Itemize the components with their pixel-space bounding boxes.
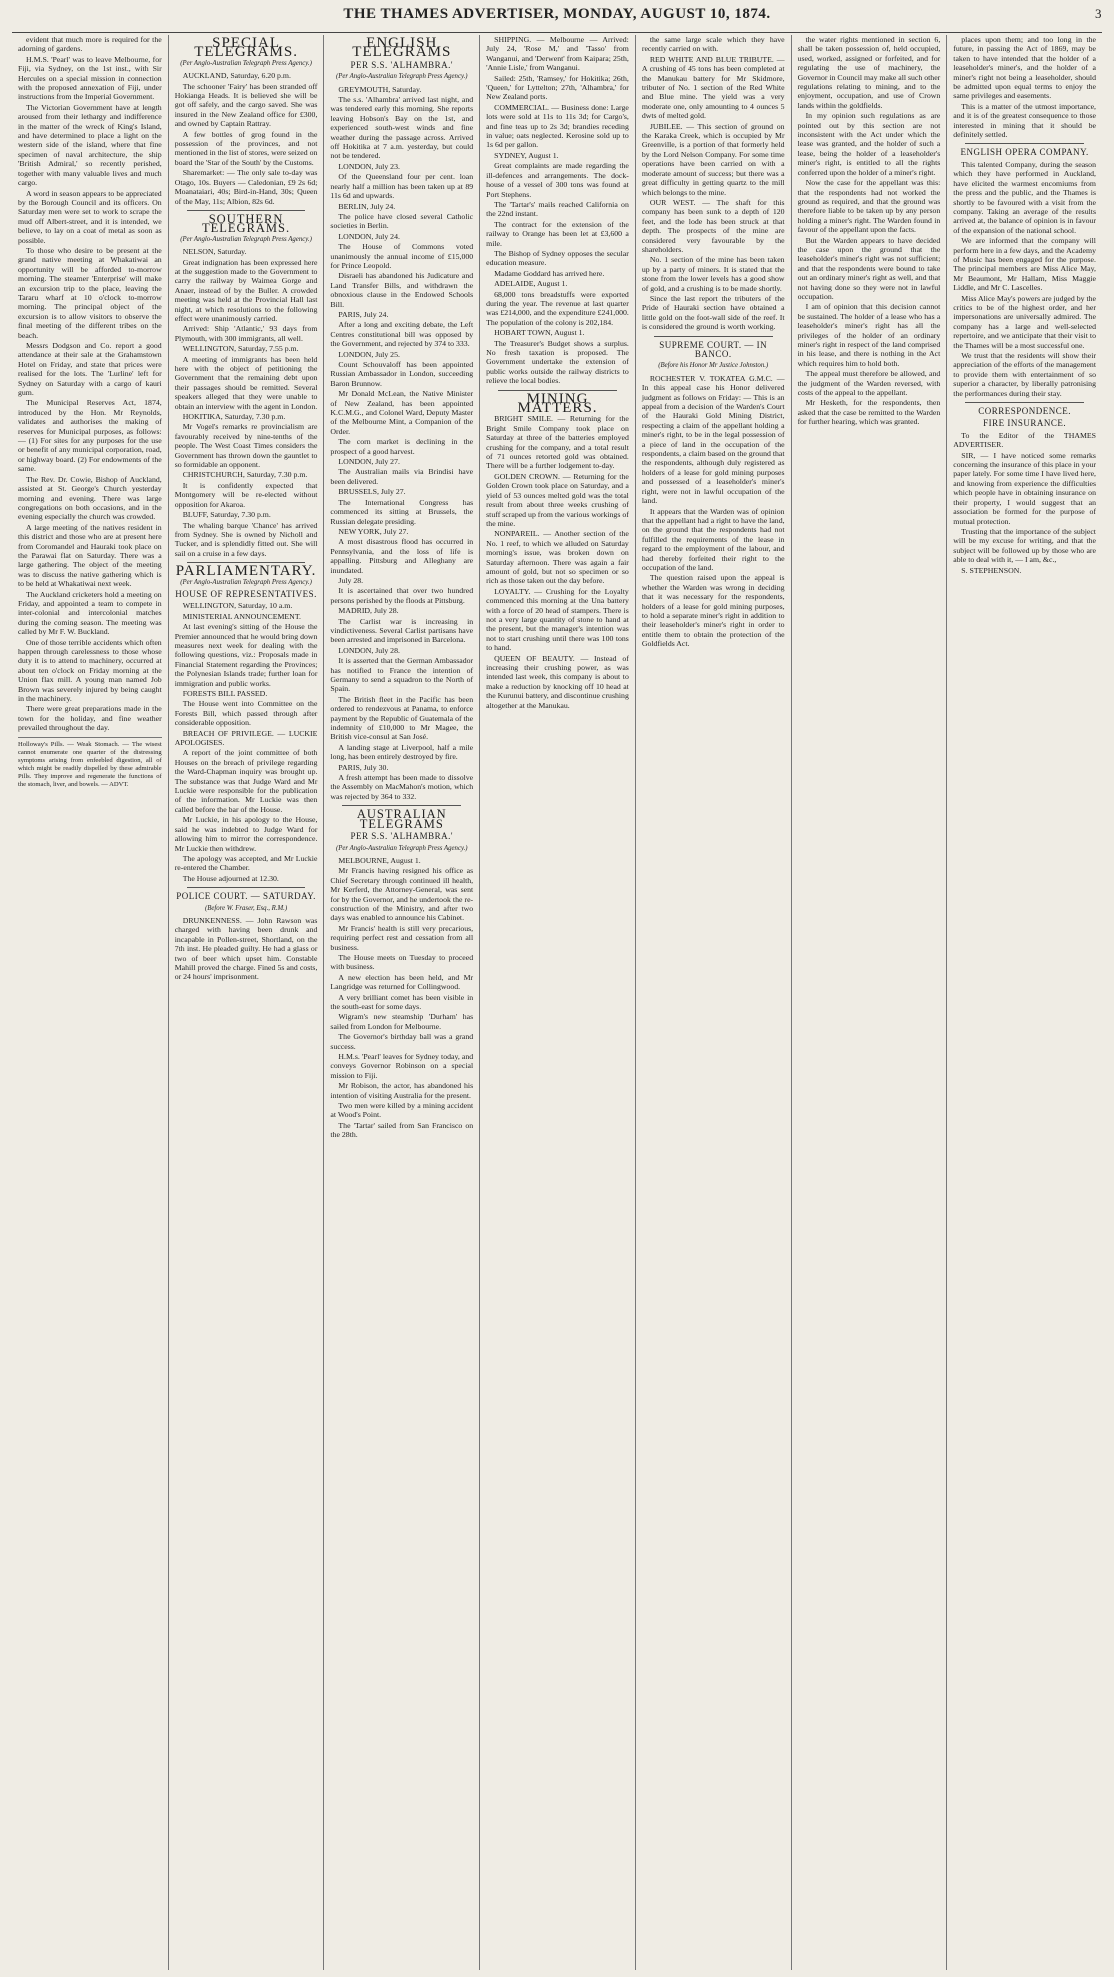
paragraph: Great complaints are made regarding the ill-defences and arrangements. The dock-house of a vessel of 300 tons was found at Port Stephens. [486,161,629,199]
paragraph: Since the last report the tributers of the Pride of Hauraki section have obtained a little gold on the foot-wall side of the reef. It is considered the ground is worth working. [641,293,785,332]
parliamentary-source: (Per Anglo-Australian Telegraph Press Agency.) [180,578,312,586]
paragraph: The s.s. 'Alhambra' arrived last night, and was tendered early this morning. She reports leaving Hobson's Bay on the 1st, and experienced south-west winds and fine weather during the passage across. Arrived off Hokitika at 7 a.m. yesterday, but could not be tendered. [330,95,474,161]
paragraph: The Municipal Reserves Act, 1874, introduced by the Hon. Mr Reynolds, validates and authorises the making of reserves for Municipal purposes, as follows: — (1) For sites for any purposes for the use or benefit of any municipal corporation, road, or highway board. (2) For endowments of the same. [18,398,162,474]
paragraph: There were great preparations made in the town for the holiday, and fine weather prevailed throughout the day. [18,704,162,733]
paragraph: SYDNEY, August 1. [494,150,559,160]
paragraph: The apology was accepted, and Mr Luckie re-entered the Chamber. [174,853,318,873]
paragraph: At last evening's sitting of the House the Premier announced that he would bring down measures next week for dealing with the following questions, viz.: Proposals made in Financial Statement regarding the Provinces; the Polynesian Islands trade; further loan for immigration and public works. [174,622,318,688]
paragraph: HOBART TOWN, August 1. [494,328,585,338]
paragraph: The corn market is declining in the prospect of a good harvest. [330,437,474,456]
paragraph: In my opinion such regulations as are pointed out by this section are not inconsistent with the Act under which the lease was granted, and the holder of such a lease, being the holder of a leaseholder's miner's right, is entitled to all the rights conferred upon the holder of a miner's right. [797,111,941,177]
paragraph: A fresh attempt has been made to dissolve the Assembly on MacMahon's motion, which was rejected by 364 to 332. [330,773,474,801]
paragraph: LONDON, July 23. [338,161,400,171]
paragraph: MADRID, July 28. [338,606,399,616]
paragraph: COMMERCIAL. — Business done: Large lots were sold at 11s to 11s 3d; for Cargo's, and fine teas up to 2s 3d; brandies receding in value; oats neglected. Kerosine sold up to 1s 6d per gallon. [486,102,629,150]
column-4 [479,35,635,1970]
supreme-court-bench: (Before his Honor Mr Justice Johnston.) [658,362,769,370]
paragraph: RED WHITE AND BLUE TRIBUTE. — A crushing of 45 tons has been completed at the Manukau battery for Mr Skidmore, tributer of No. 1 section of the Red White and Blue mine. The yield was a very moderate one, only amounting to 4 ounces 5 dwts of melted gold. [641,54,785,121]
paragraph: Miss Alice May's powers are judged by the critics to be of the highest order, and her impersonations are universally admired. The company has a large and well-selected repertoire, and we anticipate that their visit to the Thames will be a most successful one. [953,293,1096,350]
paragraph: JUBILEE. — This section of ground on the Karaka Creek, which is occupied by Mr Greenville, is a portion of that formerly held by the Lord Nelson Company. For some time operations have been carried on with a moderate amount of success; but there was a great difficulty in getting quartz to the mill which belongs to the mine. [641,121,785,197]
paragraph: AUCKLAND, Saturday, 6.20 p.m. [182,71,291,81]
paragraph: Mr Luckie, in his apology to the House, said he was indebted to Judge Ward for allowing him to mirror the correspondence. Mr Luckie then withdrew. [174,815,318,853]
fire-insurance-heading: FIRE INSURANCE. [983,418,1067,429]
paragraph: Now the case for the appellant was this: that the respondents had not worked the ground as required, and that the ground was therefore liable to be taken up by any person holding a miner's right. The Warden found in favour of the appellant upon the facts. [797,178,941,235]
paragraph: WELLINGTON, Saturday, 10 a.m. [182,601,293,611]
paragraph: BERLIN, July 24. [338,201,396,211]
opera-company-heading: ENGLISH OPERA COMPANY. [960,147,1089,158]
paragraph: It is asserted that the German Ambassador has notified to France the intention of Germany to send a squadron to the North of Spain. [330,656,474,694]
southern-telegrams-heading: SOUTHERN TELEGRAMS. [202,211,291,236]
divider [654,336,773,337]
paragraph: July 28. [338,575,364,585]
paragraph: Mr Francis' health is still very precarious, requiring perfect rest and cessation from all business. [330,923,474,952]
paragraph: To those who desire to be present at the grand native meeting at Whakatiwai an opportunity will be afforded to-morrow morning. The steamer 'Enterprise' will make an excursion trip to the place, leaving the Tararu wharf at 10 o'clock to-morrow morning. The principal object of the excursion is to allow visitors to observe the final meeting of the different tribes on the beach. [18,245,162,340]
column-3 [323,35,479,1970]
paragraph: Disraeli has abandoned his Judicature and Land Transfer Bills, and withdrawn the obnoxious clause in the Endowed Schools Bill. [330,271,474,309]
paragraph: A meeting of immigrants has been held here with the object of petitioning the Government that the remaining debt upon their passages should be remitted. Several speakers alleged that they were unable to obtain an interview with the agent in London. [174,354,318,411]
english-telegrams-heading: ENGLISH TELEGRAMS [352,35,452,61]
paragraph: Mr Vogel's remarks re provincialism are favourably received by nine-tenths of the people. The West Coast Times considers the Government has thrown down the gauntlet to so formidable an opponent. [174,422,318,470]
col7-lead-body [953,35,1096,139]
paragraph: It is ascertained that over two hundred persons perished by the floods at Pittsburg. [330,586,474,605]
paragraph: The Carlist war is increasing in vindictiveness. Several Carlist partisans have been arrested and imprisoned in Barcelona. [330,616,474,645]
correspondence-heading: CORRESPONDENCE. [978,406,1072,417]
supreme-court-body [642,374,785,649]
paragraph: A new election has been held, and Mr Langridge was returned for Collingwood. [330,972,474,992]
paragraph: Mr Hesketh, for the respondents, then asked that the case be remitted to the Warden for further hearing, which was granted. [797,398,941,427]
special-telegrams-heading: SPECIAL TELEGRAMS. [194,35,298,61]
column-1 [12,35,168,1970]
column-5 [635,35,791,1970]
paragraph: The police have closed several Catholic societies in Berlin. [330,211,474,231]
paragraph: LONDON, July 27. [338,457,400,467]
paragraph: The Governor's birthday ball was a grand success. [330,1032,474,1051]
paragraph: Count Schouvaloff has been appointed Russian Ambassador in London, succeeding Baron Brunnow. [330,360,474,388]
paragraph: H.M.S. 'Pearl' was to leave Melbourne, for Fiji, via Sydney, on the 1st inst., with Sir Hercules on a special mission in connection with the proposed annexation of Fiji, under instructions from the Imperial Government. [18,54,162,102]
paragraph: I am of opinion that this decision cannot be sustained. The holder of a lease who has a leaseholder's miner's right has all the privileges of the holder of an ordinary miner's right in respect of the land comprised in his lease, and there is nothing in the Act which requires him to hold both. [797,302,941,368]
paragraph: A large meeting of the natives resident in this district and those who are at present here from Coromandel and Hauraki took place on the Parawai flat on Saturday. There was a large gathering. The object of the meeting was to discuss the native gathering which is to be held at Whakatiwai next week. [18,522,162,589]
paragraph: BLUFF, Saturday, 7.30 p.m. [182,510,271,520]
paragraph: The Auckland cricketers hold a meeting on Friday, and appointed a team to compete in inter-colonial and intercolonial matches during the coming season. The meeting was called by Mr F. W. Buckland. [18,589,162,637]
paragraph: Of the Queensland four per cent. loan nearly half a million has been taken up at 89 11s 6d and upwards. [330,172,474,201]
paragraph: A very brilliant comet has been visible in the south-east for some days. [330,992,474,1011]
paragraph: The Treasurer's Budget shows a surplus. No fresh taxation is proposed. The Government undertake the extension of public works outside the railway districts to relieve the local bodies. [486,338,629,386]
paragraph: MELBOURNE, August 1. [338,855,421,865]
paragraph: A report of the joint committee of both Houses on the breach of privilege regarding the Ward-Chapman inquiry was brought up. The substance was that Judge Ward and Mr Luckie were responsible for the publication of the information. Mr Luckie was then called before the bar of the House. [174,748,318,814]
paragraph: This is a matter of the utmost importance, and it is of the greatest consequence to those interested in mining that it should be definitely settled. [953,101,1096,140]
column-2 [168,35,324,1970]
paragraph: The 'Tartar' sailed from San Francisco on the 28th. [330,1120,474,1140]
paragraph: A most disastrous flood has occurred in Pennsylvania, and the loss of life is appalling. Pittsburg and Alleghany are inundated. [330,537,474,575]
paragraph: ROCHESTER V. TOKATEA G.M.C. — In this appeal case his Honor delivered judgment as follows on Friday: — This is an appeal from a decision of the Warden's Court of the Hauraki Gold Mining District, respecting a claim of the appellant holding a miner's right, to be in the legal possession of a piece of land in the occupation of the respondents, a claim based on the ground that the respondents, although duly registered as holders of a lease for gold mining purposes and possessed of a leaseholder's miner's right, were not in lawful occupation of the land. [641,373,785,506]
police-court-bench: (Before W. Fraser, Esq., R.M.) [204,904,288,912]
page-number: 3 [1094,6,1102,21]
paragraph: To the Editor of the THAMES ADVERTISER. [953,430,1096,450]
paragraph: LOYALTY. — Crushing for the Loyalty commenced this morning at the Una battery with a force of 20 head of stampers. There is not a very large quantity of stone to hand at the present, but the manager's intention was not to start crushing until there was 100 tons to hand. [486,586,629,653]
paragraph: Two men were killed by a mining accident at Wood's Point. [330,1101,474,1120]
paragraph: The Bishop of Sydney opposes the secular education measure. [486,248,629,268]
paragraph: Great indignation has been expressed here at the suggestion made to the Government to carry the railway by Waimea Gorge and Anaer, instead of by the Buller. A crowded meeting was held at the Provincial Hall last night, at which resolutions to the following effect were unanimously carried. [174,257,318,323]
paragraph: The Australian mails via Brindisi have been delivered. [330,467,474,486]
divider [965,143,1084,144]
paragraph: the water rights mentioned in section 6, shall be taken possession of, held occupied, used, worked, assigned or forfeited, and for regulating the use of machinery, the Governor in Council may make all such other regulations relating to mining, and to the enjoyment, occupation, and use of Crown lands within the goldfields. [797,35,941,110]
paragraph: LONDON, July 25. [338,349,400,359]
special-telegrams-source: (Per Anglo-Australian Telegraph Press Agency.) [180,59,312,67]
paragraph: The appeal must therefore be allowed, and the judgment of the Warden reversed, with costs of the appeal to the appellant. [797,369,941,398]
australian-telegrams-source: (Per Anglo-Australian Telegraph Press Agency.) [335,844,468,852]
paragraph: Mr Donald McLean, the Native Minister of New Zealand, has been appointed K.C.M.G., and Colonel Ward, Deputy Master of the Melbourne Mint, a Companion of the Order. [330,389,474,436]
paragraph: ADELAIDE, August 1. [494,279,568,289]
paragraph: The International Congress has commenced its sitting at Brussels, the Russian delegate presiding. [330,497,474,526]
paragraph: The Rev. Dr. Cowie, Bishop of Auckland, assisted at St. George's Church yesterday morning and evening. There was large congregations on both occasions, and in the evening especially the church was crowded. [18,474,162,522]
paragraph: The whaling barque 'Chance' has arrived from Sydney. She is owned by Nicholl and Tucker, and is splendidly fitted out. She will sail on a cruise in a few days. [174,520,318,558]
paragraph: GOLDEN CROWN. — Returning for the Golden Crown took place on Saturday, and a yield of 53 ounces melted gold was the total result from about three weeks crushing of stuff scraped up from the various workings of the mine. [486,471,629,528]
paragraph: LONDON, July 28. [338,645,400,655]
opera-company-body [953,160,1096,398]
house-heading: HOUSE OF REPRESENTATIVES. [175,588,317,599]
paragraph: The schooner 'Fairy' has been stranded off Hokianga Heads. It is believed she will be got off safely, and the cargo saved. She was insured in the New Zealand office for £300, and owned by Captain Rattray. [174,81,318,129]
paragraph: GREYMOUTH, Saturday. [338,84,422,94]
english-telegrams-via: PER S.S. 'ALHAMBRA.' [350,59,454,70]
paragraph: We trust that the residents will show their appreciation of the efforts of the management to provide them with entertainment of so superior a character, by liberally patronising the performances during their stay. [953,351,1096,398]
paragraph: MINISTERIAL ANNOUNCEMENT. [182,611,301,621]
divider [187,210,306,211]
paragraph: The House adjourned at 12.30. [182,873,279,883]
paragraph: It appears that the Warden was of opinion that the appellant had a right to have the land, on the ground that the respondents had not fulfilled the requirements of the lease in regard to the employment of the labour, and had thereby forfeited their right to the occupation of the land. [641,506,785,572]
paragraph: Arrived: Ship 'Atlantic,' 93 days from Plymouth, with 300 immigrants, all well. [174,324,318,343]
paragraph: A landing stage at Liverpool, half a mile long, has been entirely destroyed by fire. [330,742,474,762]
paragraph: evident that much more is required for the adorning of gardens. [18,35,162,54]
column-7 [946,35,1102,1970]
paragraph: No. 1 section of the mine has been taken up by a party of miners. It is stated that the stone from the lower levels has a good show of gold, and a crushing is to be made shortly. [641,255,785,293]
australian-telegrams-heading: AUSTRALIAN TELEGRAMS [356,807,447,831]
supreme-court-heading: SUPREME COURT. — IN BANCO. [659,339,768,359]
masthead [12,6,1102,33]
paragraph: QUEEN OF BEAUTY. — Instead of increasing their crushing power, as was intended last week, this company is about to make a reduction by knocking off 10 head at the Kurunui battery, and discontinue crushing altogether at the Manukau. [486,653,629,710]
mining-matters-body [486,414,629,710]
special-telegrams-body [175,71,318,206]
paragraph: BRIGHT SMILE. — Returning for the Bright Smile Company took place on Saturday at three of the batteries employed crushing for the company, and a total result of 71 ounces retorted gold was obtained. There will be a further lodgement to-day. [486,414,629,471]
paragraph: It is confidently expected that Montgomery will be re-elected without opposition for Akaroa. [174,480,318,509]
masthead-title: THE THAMES ADVERTISER, MONDAY, AUGUST 10, 1874. [343,6,771,22]
paragraph: Messrs Dodgson and Co. report a good attendance at their sale at the Grahamstown Hotel on Friday, and state that prices were realised for the lots. The 'Lurline' left for Sydney on Saturday with a cargo of kauri gum. [18,341,162,398]
paragraph: PARIS, July 30. [338,762,389,772]
english-telegrams-body [330,85,473,802]
paragraph: We are informed that the company will perform here in a few days, and the Academy of Music has been engaged for the purpose. The principal members are Miss Alice May, Mr Beaumont, Mr Hallam, Miss Maggie Liddle, and Mr C. Lascelles. [953,236,1096,293]
paragraph: One of those terrible accidents which often happen through carelessness to those whose duty it is to attend to machinery, occurred at about ten o'clock on Friday morning at the Union flax mill. A young man named Job Brown was severely injured by being caught in the machinery. [18,637,162,704]
mining-matters-heading: MINING MATTERS. [517,390,598,417]
columns [12,35,1102,1970]
paragraph: 68,000 tons breadstuffs were exported during the year. The revenue at last quarter was £214,000, and the expenditure £241,000. The population of the colony is 202,184. [486,289,629,327]
paragraph: The 'Tartar's' mails reached California on the 22nd instant. [486,199,629,219]
column-6 [791,35,947,1970]
paragraph: PARIS, July 24. [338,309,389,319]
police-court-body [175,916,318,982]
paragraph: H.M.s. 'Pearl' leaves for Sydney today, and conveys Governor Robinson on a special mission to Fiji. [330,1052,474,1080]
paragraph: OUR WEST. — The shaft for this company has been sunk to a depth of 120 feet, and the lode has been struck at that depth. The prospects of the mine are considered very favourable by the shareholders. [641,197,785,254]
mining-continued-body [642,35,785,332]
divider [187,887,306,888]
fire-insurance-letter-body [953,431,1096,575]
paragraph: BREACH OF PRIVILEGE. — LUCKIE APOLOGISES. [174,728,318,748]
paragraph: A word in season appears to be appreciated by the Borough Council and its officers. On Saturday men were set to work to scrape the mud off Albert-street, and it is intended, we believe, to lay on a coat of metal as soon as possible. [18,188,162,245]
holloway-notice: Holloway's Pills. — Weak Stomach. — The wisest cannot enumerate one quarter of the distressing symptoms arising from enfeebled digestion, all of which might be readily dispelled by these admirable Pills. They improve and regenerate the functions of the stomach, liver, and bowels. — ADVT. [18,737,162,789]
paragraph: NEW YORK, July 27. [338,526,409,536]
paragraph: The Victorian Government have at length aroused from their lethargy and indifference in the matter of the wreck of King's Island, and have determined to place a light on the western side of the island, where that fine specimen of naval architecture, the ship 'British Admiral,' so recently perished, together with many valuable lives and much cargo. [18,102,162,188]
paragraph: This talented Company, during the season which they have performed in Auckland, have elicited the warmest encomiums from the press and the public, and the Thames is shortly to be favoured with a visit from the company. Taking an average of the results arrived at, the balance of opinion is in favour of the expansion of the national school. [953,159,1096,235]
paragraph: The question raised upon the appeal is whether the Warden was wrong in deciding that it was necessary for the respondents, holders of a lease for gold mining purposes, to hold a separate miner's right in addition to their leaseholder's miner's right in order to entitle them to obtain the protection of the Goldfields Act. [641,573,785,649]
paragraph: WELLINGTON, Saturday, 7.55 p.m. [182,344,299,354]
paragraph: BRUSSELS, July 27. [338,487,406,497]
paragraph: Trusting that the importance of the subject will be my excuse for writing, and that the subject will be followed up by those who are able to deal with it, — I am, &c., [953,526,1096,565]
paragraph: the same large scale which they have recently carried on with. [641,35,785,54]
paragraph: After a long and exciting debate, the Left Centres constitutional bill was opposed by the Government, and rejected by 374 to 333. [330,320,474,349]
divider [965,402,1084,403]
paragraph: DRUNKENNESS. — John Rawson was charged with having been drunk and incapable in Pollen-street, Shortland, on the 7th inst. He pleaded guilty. He had a glass or two of beer which upset him. Constable Mahill proved the charge. Fined 5s and costs, or 24 hours' imprisonment. [174,915,318,982]
southern-telegrams-body [175,247,318,558]
paragraph: places upon them; and too long in the future, in passing the Act of 1869, may be taken to have intended that the holder of a leaseholder's miner's, and the holder of a miner's right not being a leaseholder, should be admitted upon equal terms to enjoy the same privileges and easements. [953,35,1096,101]
paragraph: Mr Francis having resigned his office as Chief Secretary through continued ill health, Mr Kerferd, the Attorney-General, was sent for by the Governor, and he undertook the re-construction of the Ministry, and after two days was enabled to announce his Cabinet. [330,866,474,923]
paragraph: The House meets on Tuesday to proceed with business. [330,952,474,972]
paragraph: FORESTS BILL PASSED. [182,689,268,698]
shipping-body [486,35,629,386]
paragraph: Madame Goddard has arrived here. [494,268,605,278]
paragraph: Sailed: 25th, 'Ramsey,' for Hokitika; 26th, 'Queen,' for Lyttelton; 27th, 'Alhambra,' for New Zealand ports. [486,73,629,102]
paragraph: NONPAREIL. — Another section of the No. 1 reef, to which we alluded on Saturday morning's issue, was broken down on Saturday afternoon. There was again a fair amount of gold, but not so specimen or so rich as those taken out the day before. [486,529,629,586]
paragraph: But the Warden appears to have decided the case upon the ground that the leaseholder's miner's right was not sufficient; and that the respondents were bound to take out an ordinary miner's right as well, and that not having done so they were not in lawful occupation. [797,235,941,301]
paragraph: S. STEPHENSON. [961,565,1022,575]
paragraph: SIR, — I have noticed some remarks concerning the insurance of this place in your paper lately. For some time I have lived here, and knowing from experience the difficulties which people have in obtaining insurance on their property, I would suggest that an association be formed for the purpose of mutual protection. [953,450,1096,526]
paragraph: The House of Commons voted unanimously the annual income of £15,000 for Prince Leopold. [330,242,474,270]
paragraph: LONDON, July 24. [338,231,400,241]
paragraph: The contract for the extension of the railway to Orange has been let at £3,600 a mile. [486,219,629,248]
english-telegrams-source: (Per Anglo-Australian Telegraph Press Agency.) [335,73,468,81]
southern-telegrams-source: (Per Anglo-Australian Telegraph Press Agency.) [180,235,312,243]
col1-paras [18,35,162,733]
paragraph: Sharemarket: — The only sale to-day was Otago, 10s. Buyers — Caledonian, £9 2s 6d; Moanataiari, 40s; Bird-in-Hand, 30s; Queen of the May, 11s; Albion, 82s 6d. [174,168,318,206]
paragraph: Wigram's new steamship 'Durham' has sailed from London for Melbourne. [330,1012,474,1031]
parliamentary-heading: PARLIAMENTARY. [175,563,317,580]
paragraph: A few bottles of grog found in the possession of the provinces, and not mentioned in the list of stores, were seized on board the 'Star of the South' by the Customs. [174,129,318,167]
paragraph: SHIPPING. — Melbourne — Arrived: July 24, 'Rose M,' and 'Tasso' from Wanganui, and 'Derwent' from Kaipara; 25th, 'Annie Lisle,' from Wanganui. [486,35,629,73]
judgment-continued-body [798,35,941,427]
divider [342,805,461,806]
paragraph: NELSON, Saturday. [182,247,247,257]
paragraph: The House went into Committee on the Forests Bill, which passed through after considerable opposition. [174,699,318,728]
paragraph: HOKITIKA, Saturday, 7.30 p.m. [182,412,286,422]
paragraph: The British fleet in the Pacific has been ordered to rendezvous at Panama, to enforce payment by the Republic of Guatemala of the indemnity of £10,000 to Mr Magee, the British vice-consul at San José. [330,694,474,742]
house-body [175,601,318,883]
paragraph: Mr Robison, the actor, has abandoned his intention of visiting Australia for the present. [330,1081,474,1100]
australian-telegrams-via: PER S.S. 'ALHAMBRA.' [350,831,454,842]
australian-telegrams-body [330,856,473,1140]
police-court-heading: POLICE COURT. — SATURDAY. [176,891,316,902]
paragraph: CHRISTCHURCH, Saturday, 7.30 p.m. [182,470,308,480]
